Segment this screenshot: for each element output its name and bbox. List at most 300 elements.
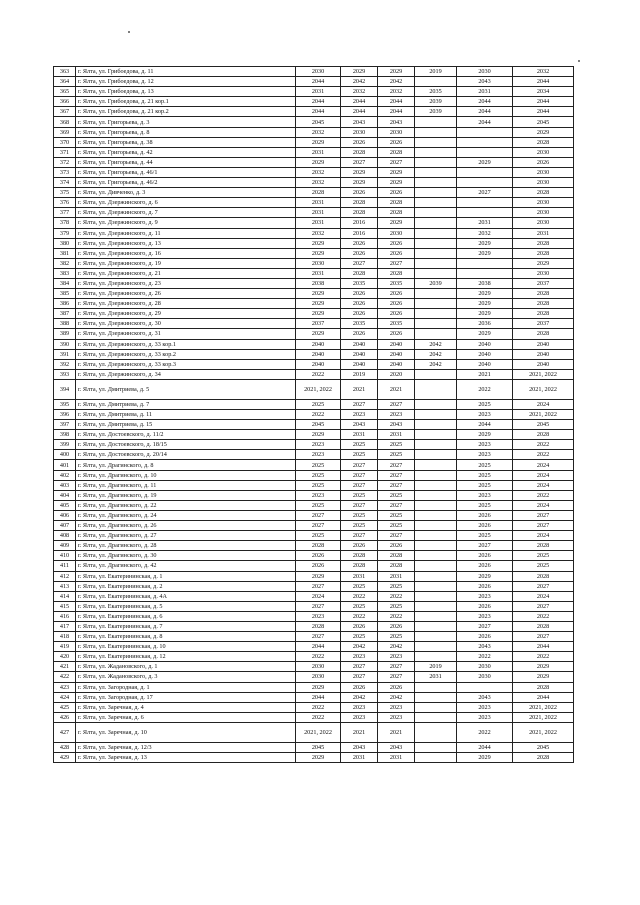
address-cell: г. Ялта, ул. Екатерининская, д. 2 [76, 581, 296, 591]
year-col-2-cell: 2025 [341, 440, 378, 450]
address-cell: г. Ялта, ул. Екатерининская, д. 7 [76, 621, 296, 631]
year-col-5-cell: 2025 [457, 470, 513, 480]
year-col-2-cell: 2027 [341, 531, 378, 541]
row-number-cell: 421 [54, 662, 76, 672]
year-col-3-cell: 2026 [378, 238, 415, 248]
year-col-5-cell: 2040 [457, 339, 513, 349]
address-cell: г. Ялта, ул. Достоевского, д. 18/15 [76, 440, 296, 450]
address-cell: г. Ялта, ул. Дзержинского, д. 33 кор.2 [76, 349, 296, 359]
row-number-cell: 424 [54, 692, 76, 702]
address-cell: г. Ялта, ул. Грибоедова, д. 11 [76, 67, 296, 77]
row-number-cell: 410 [54, 551, 76, 561]
year-col-4-cell [415, 611, 457, 621]
year-col-2-cell: 2035 [341, 278, 378, 288]
year-col-3-cell: 2040 [378, 349, 415, 359]
year-col-4-cell [415, 299, 457, 309]
row-number-cell: 405 [54, 500, 76, 510]
year-col-6-cell: 2024 [513, 500, 574, 510]
table-row [54, 450, 574, 460]
table-row [54, 238, 574, 248]
year-col-5-cell: 2029 [457, 157, 513, 167]
year-col-5-cell: 2023 [457, 712, 513, 722]
year-col-1-cell: 2025 [296, 531, 341, 541]
year-col-6-cell: 2028 [513, 571, 574, 581]
year-col-2-cell: 2023 [341, 652, 378, 662]
table-row [54, 117, 574, 127]
row-number-cell: 413 [54, 581, 76, 591]
year-col-5-cell: 2043 [457, 642, 513, 652]
year-col-4-cell [415, 319, 457, 329]
year-col-3-cell: 2020 [378, 369, 415, 379]
year-col-1-cell: 2026 [296, 551, 341, 561]
year-col-5-cell: 2026 [457, 561, 513, 571]
year-col-4-cell [415, 198, 457, 208]
year-col-5-cell: 2027 [457, 188, 513, 198]
table-row [54, 753, 574, 763]
row-number-cell: 369 [54, 127, 76, 137]
row-number-cell: 423 [54, 682, 76, 692]
year-col-2-cell: 2025 [341, 510, 378, 520]
year-col-4-cell [415, 521, 457, 531]
row-number-cell: 389 [54, 329, 76, 339]
table-row [54, 87, 574, 97]
row-number-cell: 392 [54, 359, 76, 369]
year-col-5-cell: 2044 [457, 742, 513, 752]
address-cell: г. Ялта, ул. Дзержинского, д. 9 [76, 218, 296, 228]
year-col-1-cell: 2021, 2022 [296, 379, 341, 399]
year-col-2-cell: 2027 [341, 399, 378, 409]
year-col-1-cell: 2029 [296, 157, 341, 167]
table-row [54, 662, 574, 672]
row-number-cell: 387 [54, 309, 76, 319]
year-col-1-cell: 2024 [296, 591, 341, 601]
year-col-5-cell: 2030 [457, 67, 513, 77]
year-col-6-cell: 2021, 2022 [513, 712, 574, 722]
table-row [54, 642, 574, 652]
year-col-6-cell: 2022 [513, 490, 574, 500]
table-row [54, 470, 574, 480]
year-col-6-cell: 2040 [513, 359, 574, 369]
year-col-2-cell: 2026 [341, 137, 378, 147]
address-cell: г. Ялта, ул. Дзержинского, д. 7 [76, 208, 296, 218]
year-col-2-cell: 2025 [341, 490, 378, 500]
year-col-1-cell: 2023 [296, 450, 341, 460]
year-col-1-cell: 2028 [296, 188, 341, 198]
year-col-6-cell: 2034 [513, 87, 574, 97]
year-col-1-cell: 2023 [296, 440, 341, 450]
row-number-cell: 397 [54, 420, 76, 430]
row-number-cell: 377 [54, 208, 76, 218]
year-col-1-cell: 2029 [296, 571, 341, 581]
row-number-cell: 398 [54, 430, 76, 440]
year-col-4-cell [415, 410, 457, 420]
address-cell: г. Ялта, ул. Григорьева, д. 8 [76, 127, 296, 137]
table-row [54, 510, 574, 520]
year-col-5-cell: 2040 [457, 349, 513, 359]
year-col-4-cell [415, 178, 457, 188]
year-col-4-cell [415, 117, 457, 127]
year-col-4-cell [415, 571, 457, 581]
year-col-4-cell: 2042 [415, 339, 457, 349]
row-number-cell: 391 [54, 349, 76, 359]
year-col-1-cell: 2027 [296, 510, 341, 520]
year-col-3-cell: 2025 [378, 440, 415, 450]
year-col-4-cell [415, 329, 457, 339]
year-col-2-cell: 2040 [341, 359, 378, 369]
table-row [54, 581, 574, 591]
table-row [54, 430, 574, 440]
table-row [54, 682, 574, 692]
year-col-1-cell: 2040 [296, 339, 341, 349]
year-col-1-cell: 2027 [296, 632, 341, 642]
address-cell: г. Ялта, ул. Григорьева, д. 46/1 [76, 167, 296, 177]
year-col-2-cell: 2031 [341, 571, 378, 581]
row-number-cell: 372 [54, 157, 76, 167]
address-cell: г. Ялта, ул. Жадановского, д. 1 [76, 662, 296, 672]
year-col-6-cell: 2025 [513, 551, 574, 561]
year-col-2-cell: 2029 [341, 178, 378, 188]
year-col-4-cell [415, 561, 457, 571]
year-col-5-cell: 2043 [457, 692, 513, 702]
year-col-3-cell: 2026 [378, 299, 415, 309]
table-row [54, 349, 574, 359]
address-cell: г. Ялта, ул. Жадановского, д. 3 [76, 672, 296, 682]
year-col-6-cell: 2027 [513, 521, 574, 531]
year-col-6-cell: 2021, 2022 [513, 379, 574, 399]
year-col-6-cell: 2028 [513, 329, 574, 339]
year-col-6-cell: 2028 [513, 289, 574, 299]
year-col-4-cell [415, 420, 457, 430]
year-col-5-cell: 2023 [457, 702, 513, 712]
address-cell: г. Ялта, ул. Дзержинского, д. 11 [76, 228, 296, 238]
year-col-5-cell: 2021 [457, 369, 513, 379]
year-col-1-cell: 2044 [296, 107, 341, 117]
year-col-2-cell: 2028 [341, 198, 378, 208]
address-cell: г. Ялта, ул. Дзержинского, д. 23 [76, 278, 296, 288]
table-row [54, 289, 574, 299]
year-col-3-cell: 2021 [378, 379, 415, 399]
year-col-2-cell: 2026 [341, 188, 378, 198]
year-col-3-cell: 2040 [378, 359, 415, 369]
table-row [54, 147, 574, 157]
year-col-6-cell: 2028 [513, 299, 574, 309]
table-row [54, 742, 574, 752]
year-col-5-cell: 2030 [457, 662, 513, 672]
address-cell: г. Ялта, ул. Дзержинского, д. 34 [76, 369, 296, 379]
year-col-6-cell: 2022 [513, 652, 574, 662]
year-col-2-cell: 2026 [341, 289, 378, 299]
year-col-4-cell [415, 541, 457, 551]
year-col-3-cell: 2023 [378, 712, 415, 722]
table-row [54, 399, 574, 409]
table-row [54, 632, 574, 642]
table-row [54, 157, 574, 167]
year-col-4-cell [415, 722, 457, 742]
address-cell: г. Ялта, ул. Драгинского, д. 27 [76, 531, 296, 541]
address-cell: г. Ялта, ул. Григорьева, д. 38 [76, 137, 296, 147]
year-col-1-cell: 2045 [296, 117, 341, 127]
table-row [54, 490, 574, 500]
year-col-4-cell [415, 601, 457, 611]
year-col-3-cell: 2043 [378, 742, 415, 752]
year-col-5-cell: 2044 [457, 117, 513, 127]
table-row [54, 702, 574, 712]
year-col-1-cell: 2040 [296, 359, 341, 369]
address-cell: г. Ялта, ул. Екатерининская, д. 4А [76, 591, 296, 601]
year-col-5-cell [457, 127, 513, 137]
year-col-1-cell: 2028 [296, 541, 341, 551]
year-col-6-cell: 2028 [513, 753, 574, 763]
row-number-cell: 427 [54, 722, 76, 742]
year-col-2-cell: 2026 [341, 238, 378, 248]
table-row [54, 531, 574, 541]
year-col-1-cell: 2027 [296, 601, 341, 611]
year-col-4-cell [415, 712, 457, 722]
year-col-4-cell [415, 702, 457, 712]
year-col-3-cell: 2025 [378, 510, 415, 520]
year-col-6-cell: 2031 [513, 228, 574, 238]
table-row [54, 359, 574, 369]
year-col-2-cell: 2044 [341, 107, 378, 117]
year-col-5-cell: 2023 [457, 490, 513, 500]
row-number-cell: 364 [54, 77, 76, 87]
year-col-6-cell: 2028 [513, 541, 574, 551]
year-col-6-cell: 2030 [513, 178, 574, 188]
year-col-6-cell: 2030 [513, 218, 574, 228]
year-col-3-cell: 2022 [378, 591, 415, 601]
year-col-3-cell: 2031 [378, 571, 415, 581]
year-col-1-cell: 2029 [296, 299, 341, 309]
year-col-4-cell [415, 238, 457, 248]
year-col-2-cell: 2021 [341, 722, 378, 742]
address-cell: г. Ялта, ул. Грибоедова, д. 12 [76, 77, 296, 87]
year-col-2-cell: 2023 [341, 712, 378, 722]
row-number-cell: 375 [54, 188, 76, 198]
address-cell: г. Ялта, ул. Драгинского, д. 42 [76, 561, 296, 571]
year-col-6-cell: 2028 [513, 621, 574, 631]
year-col-5-cell: 2029 [457, 238, 513, 248]
address-cell: г. Ялта, ул. Дзержинского, д. 16 [76, 248, 296, 258]
year-col-6-cell: 2029 [513, 127, 574, 137]
year-col-1-cell: 2030 [296, 258, 341, 268]
year-col-1-cell: 2040 [296, 349, 341, 359]
address-cell: г. Ялта, ул. Дзержинского, д. 13 [76, 238, 296, 248]
year-col-6-cell: 2021, 2022 [513, 369, 574, 379]
address-cell: г. Ялта, ул. Екатерининская, д. 1 [76, 571, 296, 581]
row-number-cell: 393 [54, 369, 76, 379]
table-row [54, 77, 574, 87]
address-cell: г. Ялта, ул. Екатерининская, д. 12 [76, 652, 296, 662]
year-col-6-cell: 2022 [513, 611, 574, 621]
year-col-3-cell: 2028 [378, 268, 415, 278]
year-col-1-cell: 2032 [296, 127, 341, 137]
year-col-3-cell: 2025 [378, 581, 415, 591]
year-col-2-cell: 2027 [341, 672, 378, 682]
year-col-1-cell: 2045 [296, 742, 341, 752]
year-col-3-cell: 2028 [378, 198, 415, 208]
year-col-4-cell [415, 167, 457, 177]
year-col-6-cell: 2044 [513, 97, 574, 107]
year-col-5-cell: 2029 [457, 571, 513, 581]
year-col-4-cell [415, 753, 457, 763]
year-col-6-cell: 2028 [513, 238, 574, 248]
table-row [54, 329, 574, 339]
year-col-1-cell: 2029 [296, 289, 341, 299]
year-col-5-cell: 2029 [457, 309, 513, 319]
year-col-5-cell: 2026 [457, 581, 513, 591]
year-col-4-cell: 2035 [415, 87, 457, 97]
year-col-4-cell [415, 137, 457, 147]
year-col-4-cell [415, 642, 457, 652]
year-col-3-cell: 2025 [378, 521, 415, 531]
year-col-2-cell: 2028 [341, 268, 378, 278]
year-col-2-cell: 2026 [341, 299, 378, 309]
year-col-2-cell: 2043 [341, 117, 378, 127]
year-col-2-cell: 2025 [341, 601, 378, 611]
table-row [54, 248, 574, 258]
year-col-4-cell [415, 551, 457, 561]
year-col-1-cell: 2030 [296, 67, 341, 77]
year-col-2-cell: 2026 [341, 541, 378, 551]
year-col-3-cell: 2027 [378, 399, 415, 409]
year-col-3-cell: 2026 [378, 329, 415, 339]
year-col-3-cell: 2027 [378, 662, 415, 672]
row-number-cell: 390 [54, 339, 76, 349]
year-col-4-cell [415, 188, 457, 198]
year-col-5-cell: 2025 [457, 531, 513, 541]
year-col-5-cell [457, 258, 513, 268]
year-col-5-cell: 2029 [457, 289, 513, 299]
year-col-6-cell: 2044 [513, 642, 574, 652]
year-col-6-cell: 2027 [513, 601, 574, 611]
row-number-cell: 382 [54, 258, 76, 268]
year-col-2-cell: 2044 [341, 97, 378, 107]
address-cell: г. Ялта, ул. Дзержинского, д. 33 кор.3 [76, 359, 296, 369]
year-col-2-cell: 2026 [341, 248, 378, 258]
year-col-5-cell: 2029 [457, 329, 513, 339]
year-col-5-cell: 2023 [457, 440, 513, 450]
year-col-1-cell: 2044 [296, 642, 341, 652]
address-cell: г. Ялта, ул. Дзержинского, д. 28 [76, 299, 296, 309]
table-row [54, 218, 574, 228]
row-number-cell: 370 [54, 137, 76, 147]
year-col-6-cell: 2028 [513, 309, 574, 319]
year-col-3-cell: 2027 [378, 460, 415, 470]
row-number-cell: 422 [54, 672, 76, 682]
row-number-cell: 408 [54, 531, 76, 541]
year-col-1-cell: 2030 [296, 672, 341, 682]
address-cell: г. Ялта, ул. Заречная, д. 10 [76, 722, 296, 742]
year-col-5-cell: 2027 [457, 621, 513, 631]
year-col-4-cell [415, 470, 457, 480]
year-col-1-cell: 2031 [296, 268, 341, 278]
year-col-4-cell [415, 309, 457, 319]
year-col-2-cell: 2028 [341, 147, 378, 157]
year-col-2-cell: 2025 [341, 632, 378, 642]
table-row [54, 178, 574, 188]
year-col-4-cell [415, 490, 457, 500]
year-col-1-cell: 2027 [296, 581, 341, 591]
address-cell: г. Ялта, ул. Драгинского, д. 8 [76, 460, 296, 470]
year-col-2-cell: 2028 [341, 208, 378, 218]
year-col-3-cell: 2027 [378, 500, 415, 510]
table-row [54, 712, 574, 722]
year-col-6-cell: 2024 [513, 531, 574, 541]
year-col-2-cell: 2031 [341, 753, 378, 763]
year-col-4-cell [415, 652, 457, 662]
year-col-3-cell: 2029 [378, 178, 415, 188]
address-cell: г. Ялта, ул. Екатерининская, д. 8 [76, 632, 296, 642]
year-col-5-cell: 2026 [457, 521, 513, 531]
table-row [54, 299, 574, 309]
address-cell: г. Ялта, ул. Достоевского, д. 11/2 [76, 430, 296, 440]
table-row [54, 379, 574, 399]
year-col-5-cell: 2026 [457, 551, 513, 561]
year-col-2-cell: 2028 [341, 551, 378, 561]
table-row [54, 551, 574, 561]
year-col-6-cell: 2040 [513, 349, 574, 359]
table-row [54, 652, 574, 662]
row-number-cell: 363 [54, 67, 76, 77]
year-col-1-cell: 2029 [296, 753, 341, 763]
row-number-cell: 394 [54, 379, 76, 399]
year-col-6-cell: 2044 [513, 77, 574, 87]
year-col-1-cell: 2032 [296, 228, 341, 238]
year-col-3-cell: 2026 [378, 289, 415, 299]
table-row [54, 188, 574, 198]
year-col-6-cell: 2044 [513, 107, 574, 117]
year-col-3-cell: 2027 [378, 157, 415, 167]
year-col-6-cell: 2045 [513, 742, 574, 752]
year-col-1-cell: 2031 [296, 87, 341, 97]
year-col-2-cell: 2040 [341, 349, 378, 359]
address-cell: г. Ялта, ул. Дзержинского, д. 30 [76, 319, 296, 329]
schedule-table [53, 66, 574, 763]
table-row [54, 672, 574, 682]
address-cell: г. Ялта, ул. Дзержинского, д. 31 [76, 329, 296, 339]
address-cell: г. Ялта, ул. Драгинского, д. 30 [76, 551, 296, 561]
year-col-4-cell [415, 692, 457, 702]
table-row [54, 480, 574, 490]
year-col-2-cell: 2027 [341, 470, 378, 480]
row-number-cell: 386 [54, 299, 76, 309]
address-cell: г. Ялта, ул. Достоевского, д. 20/14 [76, 450, 296, 460]
year-col-1-cell: 2022 [296, 652, 341, 662]
year-col-5-cell: 2029 [457, 753, 513, 763]
address-cell: г. Ялта, ул. Дзержинского, д. 21 [76, 268, 296, 278]
year-col-5-cell: 2027 [457, 541, 513, 551]
table-row [54, 571, 574, 581]
year-col-3-cell: 2042 [378, 642, 415, 652]
address-cell: г. Ялта, ул. Дмитриева, д. 5 [76, 379, 296, 399]
table-row [54, 208, 574, 218]
table-row [54, 228, 574, 238]
table-row [54, 420, 574, 430]
year-col-2-cell: 2030 [341, 127, 378, 137]
year-col-4-cell [415, 531, 457, 541]
address-cell: г. Ялта, ул. Дзержинского, д. 26 [76, 289, 296, 299]
row-number-cell: 385 [54, 289, 76, 299]
row-number-cell: 400 [54, 450, 76, 460]
year-col-6-cell: 2030 [513, 147, 574, 157]
row-number-cell: 415 [54, 601, 76, 611]
row-number-cell: 404 [54, 490, 76, 500]
year-col-5-cell: 2023 [457, 450, 513, 460]
year-col-6-cell: 2030 [513, 198, 574, 208]
row-number-cell: 420 [54, 652, 76, 662]
year-col-1-cell: 2022 [296, 702, 341, 712]
year-col-2-cell: 2016 [341, 228, 378, 238]
